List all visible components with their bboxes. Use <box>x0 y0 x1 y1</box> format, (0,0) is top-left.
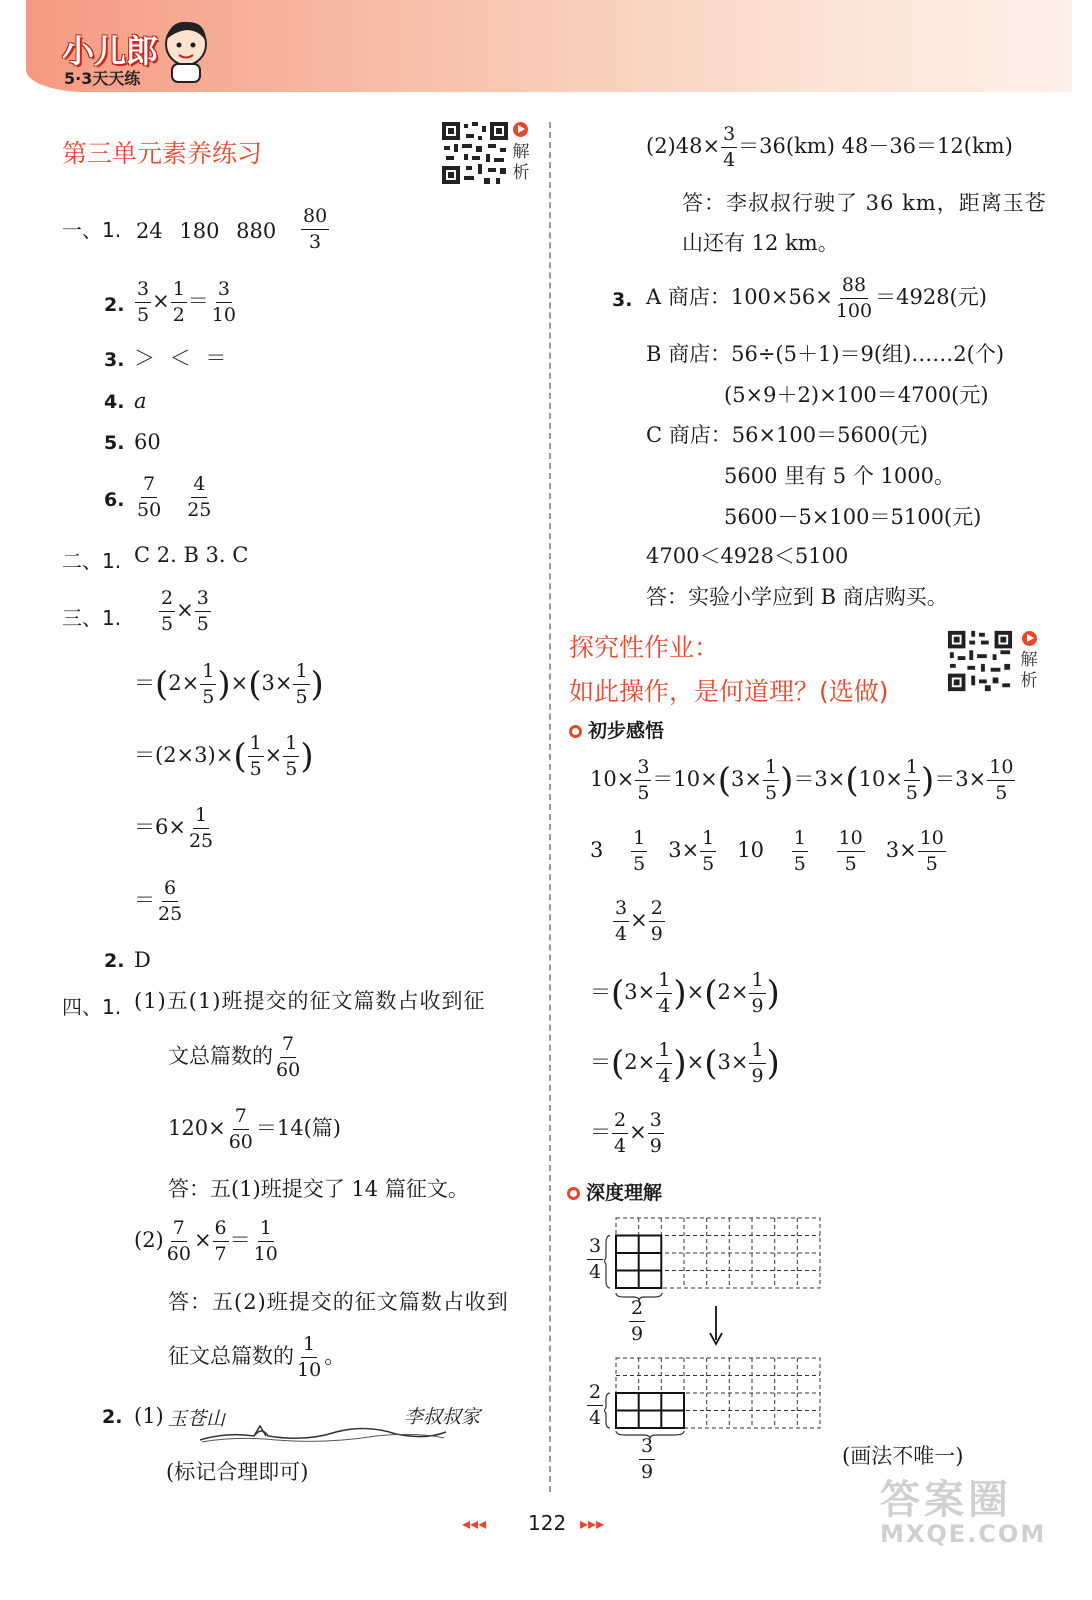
q4-1-answer: 答：五(1)班提交了 14 篇征文。 <box>168 1177 469 1201</box>
r-q3-a: A 商店：100×56× $\frac{88}{100}$ ＝4928(元) <box>646 274 987 322</box>
step1-heading: 初步感悟 <box>569 716 664 743</box>
r-q3-c2: 5600 里有 5 个 1000。 <box>724 464 955 488</box>
qr-label: 解析 <box>1020 650 1038 691</box>
q4-2-answer2: 征文总篇数的 $\frac{1}{10}$ 。 <box>168 1333 346 1381</box>
flame-icon <box>569 725 582 738</box>
r-q2-answer2: 山还有 12 km。 <box>682 231 839 255</box>
flame-icon <box>567 1187 580 1200</box>
r-q2-calc: (2)48× $\frac{3}{4}$ ＝36(km) 48－36＝12(km) <box>646 123 1013 171</box>
page-number: 122 <box>528 1511 567 1535</box>
grid-diagram-1 <box>604 1216 826 1292</box>
q4-2-note: (标记合理即可) <box>166 1460 309 1484</box>
q4-1-text2: 文总篇数的 $\frac{7}{60}$ <box>168 1033 301 1081</box>
q4-2-answer: 答：五(2)班提交的征文篇数占收到 <box>168 1290 509 1314</box>
r-q3-label: 3. <box>612 289 633 311</box>
q4-2-label: 2. <box>102 1406 123 1428</box>
route-sketch <box>196 1418 450 1448</box>
next-page-icon[interactable]: ▸▸▸ <box>580 1514 605 1533</box>
r-q3-b2: (5×9＋2)×100＝4700(元) <box>724 383 989 407</box>
r-q2-answer: 答：李叔叔行驶了 36 km，距离玉苍 <box>682 191 1047 215</box>
q1-3-label: 3. <box>104 349 125 371</box>
r-q3-c1: C 商店：56×100＝5600(元) <box>646 423 928 447</box>
q1-2-label: 2. <box>104 294 125 316</box>
q3-step4: ＝ $\frac{6}{25}$ <box>134 877 183 925</box>
q1-5-label: 5. <box>104 432 125 454</box>
mascot-icon <box>160 18 212 84</box>
grid1-left-fraction: $\frac{3}{4}$ <box>589 1235 602 1283</box>
q1-2-answer: $\frac{3}{5}$ × $\frac{1}{2}$ ＝ $\frac{3}{10}$ <box>137 278 236 326</box>
grid1-bottom-fraction: $\frac{2}{9}$ <box>631 1297 644 1345</box>
section-title: 第三单元素养练习 <box>62 139 263 168</box>
play-icon[interactable] <box>1022 631 1037 646</box>
q2-label: 二、1. <box>62 549 122 573</box>
q3-2-answer: D <box>134 948 151 972</box>
watermark: 答案圈 MXQE.COM <box>880 1477 1047 1548</box>
q1-4-answer: a <box>134 389 147 413</box>
r-q3-compare: 4700＜4928＜5100 <box>646 544 849 568</box>
q4-1-calc: 120× $\frac{7}{60}$ ＝14(篇) <box>168 1105 341 1153</box>
prev-page-icon[interactable]: ◂◂◂ <box>462 1514 487 1533</box>
r-q3-answer: 答：实验小学应到 B 商店购买。 <box>646 585 948 609</box>
fraction: $\frac{80}{3}$ <box>303 205 328 253</box>
q4-1-text: (1)五(1)班提交的征文篇数占收到征 <box>134 989 486 1013</box>
e2-step2: ＝(2× $\frac{1}{4}$ )×(3× $\frac{1}{9}$ ) <box>590 1039 780 1087</box>
q3-step3: ＝6× $\frac{1}{25}$ <box>134 804 214 852</box>
column-divider <box>549 122 551 1492</box>
explore-subtitle: 如此操作，是何道理？(选做) <box>569 677 889 706</box>
e2-expr: $\frac{3}{4}$ × $\frac{2}{9}$ <box>615 897 663 945</box>
r-q3-b1: B 商店：56÷(5＋1)＝9(组)……2(个) <box>646 342 1005 366</box>
logo: 小儿郎 <box>62 32 159 70</box>
q1-4-label: 4. <box>104 391 125 413</box>
down-arrow-icon <box>708 1306 724 1346</box>
map-label-left: 玉苍山 <box>168 1408 226 1430</box>
play-icon[interactable] <box>513 122 528 137</box>
q3-label: 三、1. <box>62 606 122 630</box>
e2-step3: ＝ $\frac{2}{4}$ × $\frac{3}{9}$ <box>590 1109 662 1157</box>
q3-step2: ＝(2×3)×( $\frac{1}{5}$ × $\frac{1}{5}$ ) <box>134 732 314 780</box>
e1-fill: 3 $\frac{1}{5}$ 3× $\frac{1}{5}$ 10 $\frac{1}{5}$ $\frac{10}{5}$ 3× $\frac{10}{5}$ <box>590 827 944 875</box>
qr-code-icon[interactable] <box>946 628 1014 694</box>
r-q3-c3: 5600－5×100＝5100(元) <box>724 505 982 529</box>
grid2-left-fraction: $\frac{2}{4}$ <box>589 1381 602 1429</box>
grid2-bottom-fraction: $\frac{3}{9}$ <box>641 1435 654 1483</box>
e1-chain: 10× $\frac{3}{5}$ ＝10×(3× $\frac{1}{5}$ )＝3×(10× $\frac{1}{5}$ )＝3× $\frac{10}{5}$ <box>590 756 1014 804</box>
qr-code-icon[interactable] <box>440 120 510 186</box>
q4-2-calc: (2) $\frac{7}{60}$ × $\frac{6}{7}$ ＝ $\frac{1}{10}$ <box>134 1217 278 1265</box>
q3-expr: $\frac{2}{5}$ × $\frac{3}{5}$ <box>161 587 209 635</box>
map-label-right: 李叔叔家 <box>404 1406 481 1428</box>
q1-6-answer: $\frac{7}{50}$ $\frac{4}{25}$ <box>137 473 212 521</box>
step2-heading: 深度理解 <box>567 1178 662 1205</box>
q1-6-label: 6. <box>104 489 125 511</box>
q4-label: 四、1. <box>62 995 122 1019</box>
q4-2-sub: (1) <box>134 1404 164 1428</box>
drawing-note: (画法不唯一) <box>842 1444 964 1468</box>
q1-5-answer: 60 <box>134 430 161 454</box>
q3-2-label: 2. <box>104 950 125 972</box>
q1-3-answer: ＞ ＜ ＝ <box>134 346 227 370</box>
q1-label: 一、1. <box>62 218 122 242</box>
qr-label: 解析 <box>512 142 530 183</box>
q3-step1: ＝(2× $\frac{1}{5}$ )×(3× $\frac{1}{5}$ ) <box>134 660 324 708</box>
logo-subtitle: 5·3天天练 <box>64 69 141 88</box>
explore-title: 探究性作业： <box>569 633 720 662</box>
grid-diagram-2 <box>604 1356 826 1432</box>
e2-step1: ＝(3× $\frac{1}{4}$ )×(2× $\frac{1}{9}$ ) <box>590 969 780 1017</box>
q2-answer: C 2. B 3. C <box>134 543 249 567</box>
q1-1-answer: 24 180 880 <box>136 219 277 243</box>
